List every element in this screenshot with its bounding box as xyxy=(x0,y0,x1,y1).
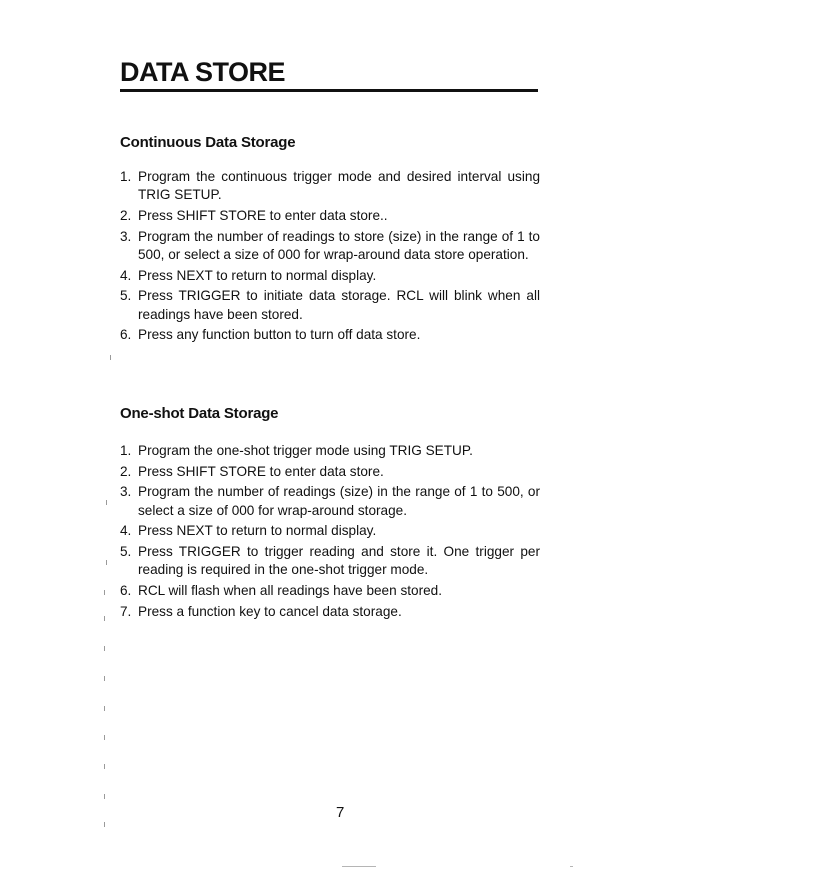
step-number: 3. xyxy=(120,484,132,500)
scan-artifact xyxy=(570,866,573,867)
step-text: Press any function button to turn off data store. xyxy=(138,327,421,343)
step-text: Press SHIFT STORE to enter data store. xyxy=(138,463,384,479)
scan-artifact xyxy=(104,646,105,651)
step-number: 6. xyxy=(120,583,132,599)
page-number: 7 xyxy=(336,804,345,821)
step-text: Press TRIGGER to initiate data storage. RCL will blink when all readings have been stored. xyxy=(138,288,540,322)
step-number: 1. xyxy=(120,169,132,184)
step-number: 4. xyxy=(120,267,132,283)
step-text: Press SHIFT STORE to enter data store.. xyxy=(138,207,388,223)
scan-artifact xyxy=(104,822,105,827)
step-number: 7. xyxy=(120,603,132,619)
step-number: 4. xyxy=(120,523,132,539)
step-number: 1. xyxy=(120,443,132,458)
step-number: 2. xyxy=(120,207,132,223)
scan-artifact xyxy=(104,590,105,595)
scan-artifact xyxy=(104,676,105,681)
step-text: Program the number of readings to store (size) in the range of 1 to 500, or select a size of 000 for wrap-around data store operation. xyxy=(138,228,540,262)
list-item xyxy=(120,267,540,285)
step-text: Press NEXT to return to normal display. xyxy=(138,267,377,283)
step-text: Press a function key to cancel data storage. xyxy=(138,603,402,619)
scan-artifact xyxy=(106,560,107,565)
step-number: 5. xyxy=(120,288,132,304)
step-text: Program the number of readings (size) in the range of 1 to 500, or select a size of 000 for wrap-around storage. xyxy=(138,484,540,518)
oneshot-storage-steps xyxy=(120,442,540,623)
list-item xyxy=(120,442,540,460)
step-number: 5. xyxy=(120,544,132,560)
scan-artifact xyxy=(110,355,111,360)
list-item xyxy=(120,603,540,621)
page-title: DATA STORE xyxy=(120,56,538,92)
list-item xyxy=(120,228,540,265)
scan-artifact xyxy=(104,735,105,740)
step-number: 3. xyxy=(120,228,132,244)
step-text: Press TRIGGER to trigger reading and store it. One trigger per reading is required in the one-shot trigger mode. xyxy=(138,544,540,578)
step-text: Press NEXT to return to normal display. xyxy=(138,523,377,539)
list-item xyxy=(120,463,540,481)
list-item xyxy=(120,168,540,205)
scan-artifact xyxy=(104,616,105,621)
oneshot-storage-heading: One-shot Data Storage xyxy=(120,405,279,422)
step-text: Program the continuous trigger mode and desired interval using TRIG SETUP. xyxy=(138,169,540,203)
list-item xyxy=(120,582,540,600)
scan-artifact xyxy=(106,500,107,505)
list-item xyxy=(120,522,540,540)
list-item xyxy=(120,483,540,520)
step-text: Program the one-shot trigger mode using TRIG SETUP. xyxy=(138,443,473,458)
scan-artifact xyxy=(104,764,105,769)
continuous-storage-heading: Continuous Data Storage xyxy=(120,134,296,151)
continuous-storage-steps xyxy=(120,168,540,347)
list-item xyxy=(120,287,540,324)
step-number: 2. xyxy=(120,463,132,479)
list-item xyxy=(120,207,540,225)
list-item xyxy=(120,326,540,344)
step-text: RCL will flash when all readings have been stored. xyxy=(138,583,443,599)
list-item xyxy=(120,543,540,580)
scan-artifact xyxy=(104,794,105,799)
scan-artifact xyxy=(342,866,376,867)
step-number: 6. xyxy=(120,327,132,343)
scan-artifact xyxy=(104,706,105,711)
